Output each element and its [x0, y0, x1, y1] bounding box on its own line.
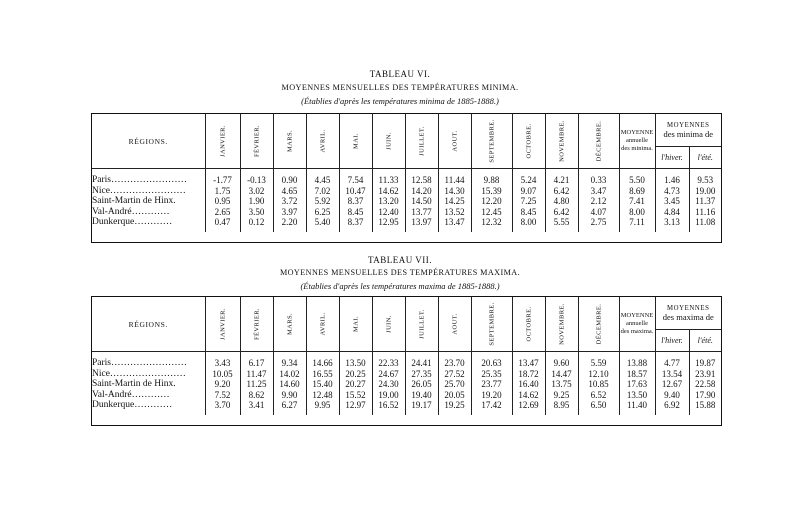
temperature-cell: 14.30: [438, 186, 471, 197]
month-header-label: FÉVRIER.: [253, 125, 260, 157]
temperature-cell: 14.25: [438, 196, 471, 207]
annual-mean-header-line: des maxima.: [620, 328, 654, 335]
temperature-cell: 22.33: [372, 358, 405, 369]
month-header-label: DÉCEMBRE.: [595, 303, 602, 345]
temperature-cell: 11.25: [240, 379, 273, 390]
temperature-cell: 13.47: [512, 358, 545, 369]
temperature-cell: 9.90: [273, 390, 306, 401]
month-header: [471, 114, 512, 169]
temperature-cell: 0.95: [205, 196, 240, 207]
temperature-cell: 9.53: [697, 175, 714, 185]
table-row: [92, 390, 721, 401]
temperature-cell: 23.70: [438, 358, 471, 369]
table-row: [92, 369, 721, 380]
region-name: Saint-Martin de Hinx.: [92, 196, 205, 207]
season-header: l'hiver.: [655, 330, 689, 352]
temperature-cell: 9.07: [512, 186, 545, 197]
month-header: [339, 297, 372, 352]
temperature-cell: 13.88: [619, 358, 655, 369]
month-header-label: SEPTEMBRE.: [488, 302, 495, 346]
temperature-cell: 11.40: [619, 400, 655, 411]
table-row: [92, 358, 721, 369]
temperature-cell: 12.97: [339, 400, 372, 411]
temperature-cell: 10.85: [578, 379, 619, 390]
temperature-cell: 3.43: [205, 358, 240, 369]
annual-mean-header-line: annuelle: [625, 320, 649, 327]
month-header: [405, 297, 438, 352]
annual-mean-header: [619, 297, 655, 352]
temperature-cell: 3.70: [205, 400, 240, 411]
temperature-cell: 7.41: [619, 196, 655, 207]
temperature-cell: 12.48: [306, 390, 339, 401]
table-vii: [91, 296, 722, 426]
seasonal-means-header-line: des maxima de: [662, 311, 714, 322]
temperature-cell: 19.87: [695, 358, 716, 368]
temperature-cell: 19.20: [471, 390, 512, 401]
temperature-cell: 9.20: [205, 379, 240, 390]
temperature-cell: 13.52: [438, 207, 471, 218]
temperature-cell: 12.58: [405, 175, 438, 186]
temperature-cell: 13.97: [405, 217, 438, 228]
temperature-cell: 12.10: [578, 369, 619, 380]
temperature-cell: 5.40: [306, 217, 339, 228]
temperature-cell: 25.35: [471, 369, 512, 380]
temperature-cell: 11.33: [372, 175, 405, 186]
annual-mean-header-line: MOYENNE: [620, 312, 654, 319]
season-header: l'été.: [689, 330, 721, 352]
table-row: [92, 379, 721, 390]
temperature-cell: 14.60: [273, 379, 306, 390]
month-header: [372, 114, 405, 169]
temperature-cell: 4.07: [578, 207, 619, 218]
temperature-cell: 14.62: [512, 390, 545, 401]
temperature-cell: 12.95: [372, 217, 405, 228]
temperature-cell: 4.77: [655, 358, 689, 369]
month-header: [545, 297, 578, 352]
temperature-cell: 12.67: [655, 379, 689, 390]
month-header-label: JANVIER.: [219, 125, 226, 157]
temperature-cell: 14.20: [405, 186, 438, 197]
month-header-label: JUIN.: [385, 132, 392, 150]
seasonal-means-header-line: MOYENNES: [666, 304, 710, 312]
temperature-cell: 3.97: [273, 207, 306, 218]
table-row: [92, 175, 721, 186]
month-header: [405, 114, 438, 169]
month-header: [438, 297, 471, 352]
month-header-label: JUIN.: [385, 315, 392, 333]
month-header: [372, 297, 405, 352]
temperature-cell: 14.02: [273, 369, 306, 380]
temperature-cell: 13.77: [405, 207, 438, 218]
temperature-cell: 6.92: [655, 400, 689, 411]
month-header-label: AOUT.: [451, 130, 458, 152]
temperature-cell: 1.46: [655, 175, 689, 186]
temperature-cell: 3.02: [240, 186, 273, 197]
temperature-cell: 20.27: [339, 379, 372, 390]
temperature-cell: 18.57: [619, 369, 655, 380]
month-header-label: NOVEMBRE.: [558, 120, 565, 162]
month-header-label: JUILLET.: [418, 309, 425, 339]
temperature-cell: 4.65: [273, 186, 306, 197]
month-header-label: JUILLET.: [418, 126, 425, 156]
temperature-cell: 26.05: [405, 379, 438, 390]
temperature-cell: 11.37: [695, 196, 716, 206]
month-header-label: OCTOBRE.: [525, 123, 532, 159]
table-vii-grid: [92, 297, 721, 415]
seasonal-means-header: [655, 114, 721, 147]
temperature-cell: 6.27: [273, 400, 306, 411]
temperature-cell: 8.69: [619, 186, 655, 197]
temperature-cell: 13.20: [372, 196, 405, 207]
temperature-cell: 8.37: [339, 217, 372, 228]
temperature-cell: 22.58: [695, 379, 716, 389]
temperature-cell: 24.67: [372, 369, 405, 380]
temperature-cell: 8.00: [512, 217, 545, 228]
temperature-cell: -0.13: [240, 175, 273, 186]
month-header: [438, 114, 471, 169]
seasonal-means-header-line: MOYENNES: [666, 121, 710, 129]
month-header-label: AOUT.: [451, 313, 458, 335]
temperature-cell: 5.55: [545, 217, 578, 228]
temperature-cell: 15.88: [695, 400, 716, 410]
temperature-cell: 20.63: [471, 358, 512, 369]
region-name: Paris……………………: [92, 175, 205, 186]
table-vi-title: TABLEAU VI.: [369, 69, 431, 79]
temperature-cell: 19.00: [695, 185, 716, 196]
temperature-cell: 12.69: [512, 400, 545, 411]
temperature-cell: 7.54: [339, 175, 372, 186]
temperature-cell: 19.40: [405, 390, 438, 401]
temperature-cell: 27.35: [405, 369, 438, 380]
temperature-cell: 8.95: [545, 400, 578, 411]
month-header-label: DÉCEMBRE.: [595, 120, 602, 162]
temperature-cell: 15.52: [339, 390, 372, 401]
temperature-cell: 5.50: [619, 175, 655, 186]
month-header-label: SEPTEMBRE.: [488, 119, 495, 163]
temperature-cell: 14.62: [372, 186, 405, 197]
month-header: [306, 114, 339, 169]
table-vi-subtitle: MOYENNES MENSUELLES DES TEMPÉRATURES MINIMA.: [281, 83, 519, 92]
temperature-cell: 7.02: [306, 186, 339, 197]
temperature-cell: 16.55: [306, 369, 339, 380]
temperature-cell: 3.45: [655, 196, 689, 207]
temperature-cell: 4.45: [306, 175, 339, 186]
temperature-cell: 11.16: [695, 206, 716, 217]
annual-mean-header-line: annuelle: [625, 137, 649, 144]
temperature-cell: 6.42: [545, 207, 578, 218]
regions-header: RÉGIONS.: [92, 297, 205, 352]
month-header: [578, 297, 619, 352]
month-header: [273, 297, 306, 352]
temperature-cell: 24.41: [405, 358, 438, 369]
temperature-cell: 9.95: [306, 400, 339, 411]
temperature-cell: 4.80: [545, 196, 578, 207]
temperature-cell: 11.44: [438, 175, 471, 186]
month-header-label: FÉVRIER.: [253, 308, 260, 340]
temperature-cell: 19.17: [405, 400, 438, 411]
table-vi-note: (Établies d'après les températures minima de 1885-1888.): [301, 96, 499, 106]
temperature-cell: 5.59: [578, 358, 619, 369]
temperature-cell: 15.40: [306, 379, 339, 390]
temperature-cell: 3.47: [578, 186, 619, 197]
table-row: [92, 207, 721, 218]
temperature-cell: 11.08: [695, 217, 716, 227]
annual-mean-header-line: des minima.: [621, 145, 653, 152]
temperature-cell: 15.39: [471, 186, 512, 197]
temperature-cell: 14.50: [405, 196, 438, 207]
temperature-cell: 13.54: [655, 369, 689, 380]
table-row: [92, 196, 721, 207]
temperature-cell: 12.40: [372, 207, 405, 218]
month-header: [240, 114, 273, 169]
temperature-cell: 10.47: [339, 186, 372, 197]
temperature-cell: 9.60: [545, 358, 578, 369]
month-header: [578, 114, 619, 169]
region-name: Dunkerque…………: [92, 217, 205, 228]
temperature-cell: 5.24: [512, 175, 545, 186]
temperature-cell: 3.13: [655, 217, 689, 228]
temperature-cell: 23.77: [471, 379, 512, 390]
temperature-cell: 9.34: [273, 358, 306, 369]
region-name: Paris……………………: [92, 358, 205, 369]
temperature-cell: 13.50: [619, 390, 655, 401]
temperature-cell: 20.25: [339, 369, 372, 380]
month-header: [512, 114, 545, 169]
temperature-cell: 6.25: [306, 207, 339, 218]
temperature-cell: 3.72: [273, 196, 306, 207]
temperature-cell: 18.72: [512, 369, 545, 380]
month-header-label: MARS.: [286, 129, 293, 153]
temperature-cell: 27.52: [438, 369, 471, 380]
temperature-cell: 11.47: [240, 369, 273, 380]
table-vii-note: (Établies d'après les températures maxima de 1885-1888.): [300, 281, 500, 291]
region-name: Nice……………………: [92, 186, 205, 197]
month-header: [205, 114, 240, 169]
region-name: Nice……………………: [92, 369, 205, 380]
temperature-cell: 7.25: [512, 196, 545, 207]
temperature-cell: 12.32: [471, 217, 512, 228]
temperature-cell: 7.11: [619, 217, 655, 228]
annual-mean-header: [619, 114, 655, 169]
temperature-cell: 3.50: [240, 207, 273, 218]
temperature-cell: 14.66: [306, 358, 339, 369]
temperature-cell: 9.88: [471, 175, 512, 186]
month-header: [273, 114, 306, 169]
region-name: Dunkerque…………: [92, 400, 205, 411]
month-header-label: MAI.: [352, 133, 359, 149]
temperature-cell: 12.20: [471, 196, 512, 207]
season-header: l'hiver.: [655, 147, 689, 169]
month-header: [240, 297, 273, 352]
temperature-cell: 1.75: [205, 186, 240, 197]
temperature-cell: 23.91: [695, 368, 716, 379]
temperature-cell: 19.00: [372, 390, 405, 401]
seasonal-means-header-line: des minima de: [663, 128, 714, 139]
temperature-cell: 17.42: [471, 400, 512, 411]
temperature-cell: 9.25: [545, 390, 578, 401]
month-header: [471, 297, 512, 352]
temperature-cell: 24.30: [372, 379, 405, 390]
temperature-cell: 17.63: [619, 379, 655, 390]
temperature-cell: 7.52: [205, 390, 240, 401]
annual-mean-header-line: MOYENNE: [620, 129, 654, 136]
table-row: [92, 400, 721, 411]
table-row: [92, 217, 721, 228]
temperature-cell: 4.73: [655, 186, 689, 197]
temperature-cell: -1.77: [205, 175, 240, 186]
month-header: [512, 297, 545, 352]
table-vi: [91, 113, 722, 243]
temperature-cell: 2.65: [205, 207, 240, 218]
month-header-label: MARS.: [286, 312, 293, 336]
temperature-cell: 2.75: [578, 217, 619, 228]
month-header-label: AVRIL.: [319, 312, 326, 336]
temperature-cell: 13.50: [339, 358, 372, 369]
month-header: [306, 297, 339, 352]
temperature-cell: 17.90: [695, 389, 716, 400]
temperature-cell: 2.12: [578, 196, 619, 207]
temperature-cell: 5.92: [306, 196, 339, 207]
temperature-cell: 9.40: [655, 390, 689, 401]
temperature-cell: 1.90: [240, 196, 273, 207]
month-header: [339, 114, 372, 169]
temperature-cell: 0.90: [273, 175, 306, 186]
region-name: Val-André…………: [92, 390, 205, 401]
temperature-cell: 13.47: [438, 217, 471, 228]
region-name: Val-André…………: [92, 207, 205, 218]
temperature-cell: 10.05: [205, 369, 240, 380]
table-row: [92, 186, 721, 197]
temperature-cell: 19.25: [438, 400, 471, 411]
temperature-cell: 6.42: [545, 186, 578, 197]
temperature-cell: 16.40: [512, 379, 545, 390]
temperature-cell: 8.45: [512, 207, 545, 218]
temperature-cell: 6.17: [240, 358, 273, 369]
temperature-cell: 0.12: [240, 217, 273, 228]
temperature-cell: 0.47: [205, 217, 240, 228]
temperature-cell: 8.62: [240, 390, 273, 401]
temperature-cell: 14.47: [545, 369, 578, 380]
temperature-cell: 2.20: [273, 217, 306, 228]
temperature-cell: 4.84: [655, 207, 689, 218]
temperature-cell: 3.41: [240, 400, 273, 411]
table-vi-grid: [92, 114, 721, 232]
temperature-cell: 8.00: [619, 207, 655, 218]
temperature-cell: 4.21: [545, 175, 578, 186]
month-header-label: JANVIER.: [219, 308, 226, 340]
temperature-cell: 8.45: [339, 207, 372, 218]
temperature-cell: 8.37: [339, 196, 372, 207]
month-header-label: MAI.: [352, 316, 359, 332]
month-header: [545, 114, 578, 169]
season-header: l'été.: [689, 147, 721, 169]
temperature-cell: 6.52: [578, 390, 619, 401]
temperature-cell: 25.70: [438, 379, 471, 390]
table-vii-title: TABLEAU VII.: [367, 255, 433, 265]
month-header: [205, 297, 240, 352]
seasonal-means-header: [655, 297, 721, 330]
month-header-label: AVRIL.: [319, 129, 326, 153]
table-vii-subtitle: MOYENNES MENSUELLES DES TEMPÉRATURES MAXIMA.: [279, 268, 521, 277]
temperature-cell: 20.05: [438, 390, 471, 401]
temperature-cell: 13.75: [545, 379, 578, 390]
temperature-cell: 16.52: [372, 400, 405, 411]
temperature-cell: 0.33: [578, 175, 619, 186]
temperature-cell: 12.45: [471, 207, 512, 218]
month-header-label: NOVEMBRE.: [558, 303, 565, 345]
region-name: Saint-Martin de Hinx.: [92, 379, 205, 390]
temperature-cell: 6.50: [578, 400, 619, 411]
regions-header: RÉGIONS.: [92, 114, 205, 169]
month-header-label: OCTOBRE.: [525, 306, 532, 342]
